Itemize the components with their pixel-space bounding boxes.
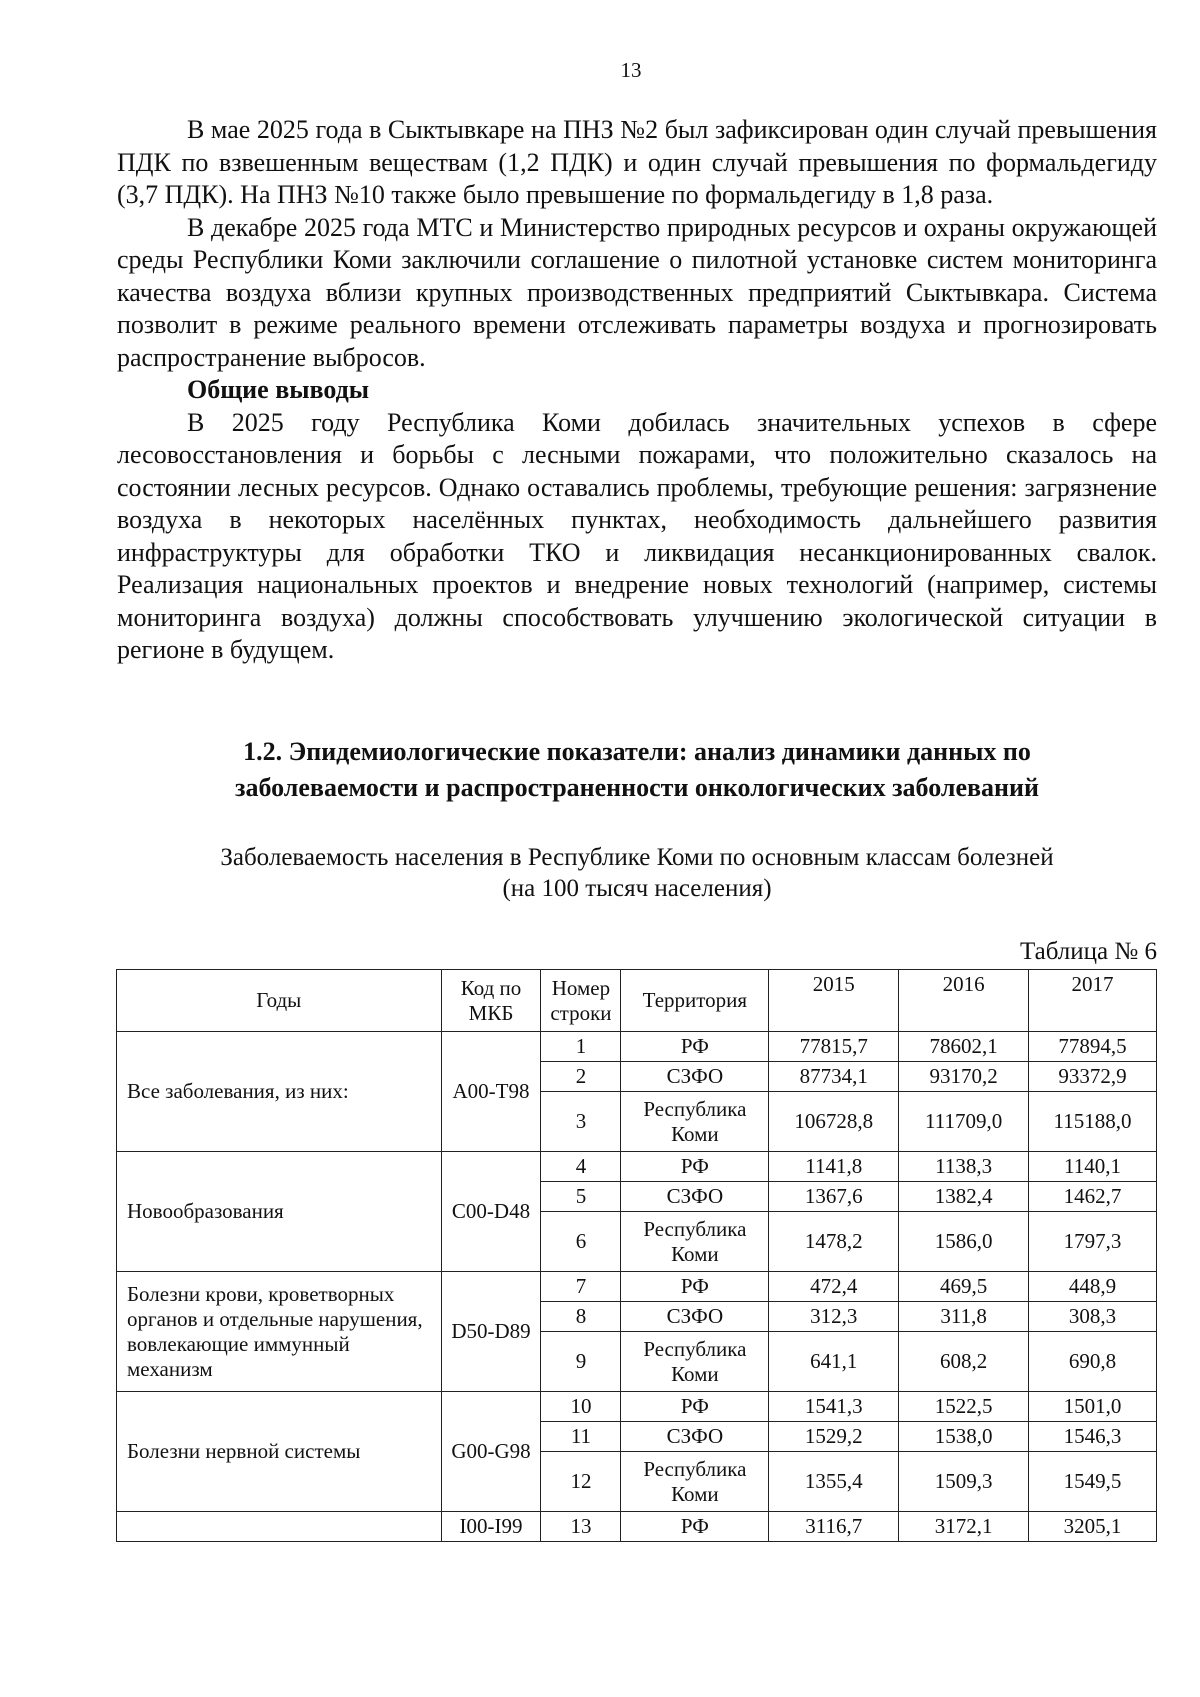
territory-cell: СЗФО — [621, 1182, 769, 1212]
value-2017-cell: 3205,1 — [1029, 1512, 1157, 1542]
icd-code-cell: G00-G98 — [441, 1392, 541, 1512]
header-2015: 2015 — [769, 970, 899, 1032]
table-row — [117, 1512, 1157, 1542]
icd-code-cell: D50-D89 — [441, 1272, 541, 1392]
header-territory: Территория — [621, 970, 769, 1032]
value-2015-cell: 1367,6 — [769, 1182, 899, 1212]
value-2016-cell: 1586,0 — [899, 1212, 1029, 1272]
value-2017-cell: 1549,5 — [1029, 1452, 1157, 1512]
value-2017-cell: 1546,3 — [1029, 1422, 1157, 1452]
value-2015-cell: 1529,2 — [769, 1422, 899, 1452]
table-caption-line: (на 100 тысяч населения) — [502, 875, 772, 902]
table-body — [117, 1032, 1157, 1542]
territory-cell: Республика Коми — [621, 1332, 769, 1392]
value-2016-cell: 608,2 — [899, 1332, 1029, 1392]
row-number-cell: 6 — [541, 1212, 621, 1272]
row-number-cell: 13 — [541, 1512, 621, 1542]
table-header-row — [117, 970, 1157, 1032]
value-2017-cell: 1140,1 — [1029, 1152, 1157, 1182]
territory-cell: СЗФО — [621, 1062, 769, 1092]
value-2015-cell: 87734,1 — [769, 1062, 899, 1092]
disease-class-cell: Все заболевания, из них: — [117, 1032, 442, 1152]
icd-code-cell: I00-I99 — [441, 1512, 541, 1542]
table-row — [117, 1032, 1157, 1062]
territory-cell: СЗФО — [621, 1422, 769, 1452]
value-2015-cell: 641,1 — [769, 1332, 899, 1392]
morbidity-table — [116, 969, 1157, 1542]
value-2017-cell: 308,3 — [1029, 1302, 1157, 1332]
value-2015-cell: 1355,4 — [769, 1452, 899, 1512]
value-2017-cell: 448,9 — [1029, 1272, 1157, 1302]
value-2015-cell: 1478,2 — [769, 1212, 899, 1272]
value-2015-cell: 1541,3 — [769, 1392, 899, 1422]
conclusions-heading: Общие выводы — [187, 375, 370, 404]
territory-cell: Республика Коми — [621, 1452, 769, 1512]
value-2016-cell: 469,5 — [899, 1272, 1029, 1302]
row-number-cell: 8 — [541, 1302, 621, 1332]
value-2017-cell: 1462,7 — [1029, 1182, 1157, 1212]
territory-cell: СЗФО — [621, 1302, 769, 1332]
disease-class-cell: Болезни крови, кроветворных органов и отдельные нарушения, вовлекающие иммунный механизм — [117, 1272, 442, 1392]
icd-code-cell: A00-T98 — [441, 1032, 541, 1152]
section-title-line: заболеваемости и распространенности онкологических заболеваний — [235, 773, 1039, 802]
table-row — [117, 1392, 1157, 1422]
value-2016-cell: 311,8 — [899, 1302, 1029, 1332]
row-number-cell: 7 — [541, 1272, 621, 1302]
table-caption-line: Заболеваемость населения в Республике Коми по основным классам болезней — [220, 844, 1054, 871]
territory-cell: РФ — [621, 1512, 769, 1542]
value-2015-cell: 106728,8 — [769, 1092, 899, 1152]
row-number-cell: 9 — [541, 1332, 621, 1392]
table-row — [117, 1152, 1157, 1182]
territory-cell: РФ — [621, 1032, 769, 1062]
value-2016-cell: 1522,5 — [899, 1392, 1029, 1422]
value-2016-cell: 1509,3 — [899, 1452, 1029, 1512]
value-2017-cell: 1501,0 — [1029, 1392, 1157, 1422]
value-2016-cell: 93170,2 — [899, 1062, 1029, 1092]
table-caption — [117, 842, 1157, 904]
section-title — [117, 734, 1157, 806]
value-2015-cell: 1141,8 — [769, 1152, 899, 1182]
disease-class-cell: Новообразования — [117, 1152, 442, 1272]
paragraph: В мае 2025 года в Сыктывкаре на ПНЗ №2 был зафиксирован один случай превышения ПДК по взвешенным веществам (1,2 ПДК) и один случай превышения по формальдегиду (3,7 ПДК). На ПНЗ №10 также было превышение по формальдегиду в 1,8 раза. — [117, 115, 1157, 209]
body-text — [117, 114, 1157, 667]
icd-code-cell: C00-D48 — [441, 1152, 541, 1272]
territory-cell: Республика Коми — [621, 1092, 769, 1152]
value-2016-cell: 1382,4 — [899, 1182, 1029, 1212]
disease-class-cell: Болезни нервной системы — [117, 1392, 442, 1512]
value-2016-cell: 78602,1 — [899, 1032, 1029, 1062]
table-label: Таблица № 6 — [1019, 938, 1157, 965]
row-number-cell: 3 — [541, 1092, 621, 1152]
row-number-cell: 10 — [541, 1392, 621, 1422]
header-2017: 2017 — [1029, 970, 1157, 1032]
value-2015-cell: 3116,7 — [769, 1512, 899, 1542]
row-number-cell: 12 — [541, 1452, 621, 1512]
territory-cell: РФ — [621, 1392, 769, 1422]
value-2017-cell: 77894,5 — [1029, 1032, 1157, 1062]
conclusions-text: В 2025 году Республика Коми добилась значительных успехов в сфере лесовосстановления и борьбы с лесными пожарами, что положительно сказалось на состоянии лесных ресурсов. Однако оставались проблемы, требующие решения: загрязнение воздуха в некоторых населённых пунктах, необходимость дальнейшего развития инфраструктуры для обработки ТКО и ликвидация несанкционированных свалок. Реализация национальных проектов и внедрение новых технологий (например, системы мониторинга воздуха) должны способствовать улучшению экологической ситуации в регионе в будущем. — [117, 407, 1157, 664]
disease-class-cell — [117, 1512, 442, 1542]
territory-cell: РФ — [621, 1152, 769, 1182]
row-number-cell: 5 — [541, 1182, 621, 1212]
value-2017-cell: 93372,9 — [1029, 1062, 1157, 1092]
table-row — [117, 1272, 1157, 1302]
header-code: Код по МКБ — [441, 970, 541, 1032]
row-number-cell: 2 — [541, 1062, 621, 1092]
territory-cell: РФ — [621, 1272, 769, 1302]
value-2016-cell: 1538,0 — [899, 1422, 1029, 1452]
value-2017-cell: 690,8 — [1029, 1332, 1157, 1392]
value-2015-cell: 472,4 — [769, 1272, 899, 1302]
row-number-cell: 4 — [541, 1152, 621, 1182]
section-title-line: 1.2. Эпидемиологические показатели: анализ динамики данных по — [243, 737, 1031, 766]
row-number-cell: 1 — [541, 1032, 621, 1062]
header-row-no: Номер строки — [541, 970, 621, 1032]
value-2015-cell: 77815,7 — [769, 1032, 899, 1062]
value-2017-cell: 1797,3 — [1029, 1212, 1157, 1272]
header-years: Годы — [117, 970, 442, 1032]
page-number: 13 — [620, 58, 642, 82]
value-2016-cell: 111709,0 — [899, 1092, 1029, 1152]
territory-cell: Республика Коми — [621, 1212, 769, 1272]
value-2017-cell: 115188,0 — [1029, 1092, 1157, 1152]
header-2016: 2016 — [899, 970, 1029, 1032]
value-2015-cell: 312,3 — [769, 1302, 899, 1332]
value-2016-cell: 3172,1 — [899, 1512, 1029, 1542]
value-2016-cell: 1138,3 — [899, 1152, 1029, 1182]
paragraph: В декабре 2025 года МТС и Министерство природных ресурсов и охраны окружающей среды Республики Коми заключили соглашение о пилотной установке систем мониторинга качества воздуха вблизи крупных производственных предприятий Сыктывкара. Система позволит в режиме реального времени отслеживать параметры воздуха и прогнозировать распространение выбросов. — [117, 212, 1157, 372]
row-number-cell: 11 — [541, 1422, 621, 1452]
